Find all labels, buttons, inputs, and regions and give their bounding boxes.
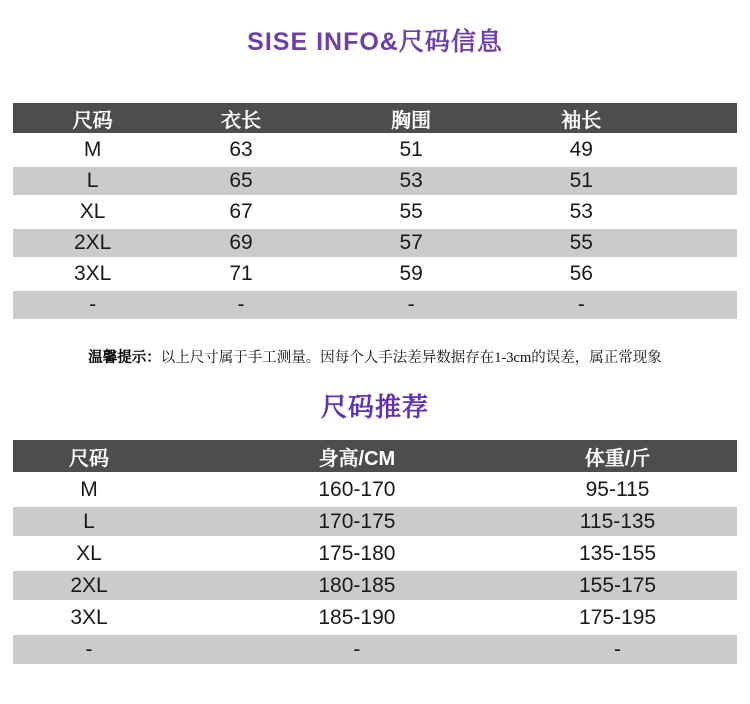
- table-cell: M: [13, 136, 172, 164]
- size-recommend-table-wrap: [13, 437, 737, 667]
- table-cell: 135-155: [549, 539, 687, 568]
- table-cell: 57: [310, 229, 513, 257]
- table-row: [13, 167, 737, 195]
- column-header: 胸围: [310, 103, 513, 133]
- column-header: 尺码: [13, 440, 165, 472]
- size-recommend-title: 尺码推荐: [320, 392, 429, 422]
- table-row: [13, 291, 737, 319]
- table-cell-filler: [650, 167, 737, 195]
- table-row: [13, 260, 737, 288]
- table-cell-filler: [686, 571, 737, 600]
- table-cell: 55: [513, 229, 651, 257]
- table-cell: 51: [310, 136, 513, 164]
- table-cell: XL: [13, 539, 165, 568]
- table-cell: 3XL: [13, 603, 165, 632]
- column-header: 袖长: [513, 103, 651, 133]
- table-cell: 71: [172, 260, 310, 288]
- table-row: [13, 136, 737, 164]
- column-header-filler: [686, 440, 737, 472]
- size-info-table-wrap: [13, 100, 737, 322]
- table-cell: -: [513, 291, 651, 319]
- table-cell: 56: [513, 260, 651, 288]
- table-cell: 2XL: [13, 229, 172, 257]
- table-cell: 175-180: [165, 539, 549, 568]
- table-cell-filler: [686, 475, 737, 504]
- size-recommend-table: [13, 437, 737, 667]
- table-cell: 63: [172, 136, 310, 164]
- table-cell: 65: [172, 167, 310, 195]
- note-label: 温馨提示：: [88, 350, 161, 366]
- table-cell: L: [13, 507, 165, 536]
- table-cell-filler: [686, 603, 737, 632]
- table-cell: 55: [310, 198, 513, 226]
- table-cell: -: [549, 635, 687, 664]
- header-row: [13, 440, 737, 472]
- table-row: [13, 603, 737, 632]
- table-cell: L: [13, 167, 172, 195]
- column-header: 身高/CM: [165, 440, 549, 472]
- table-cell: 155-175: [549, 571, 687, 600]
- column-header-filler: [650, 103, 737, 133]
- table-cell: 53: [513, 198, 651, 226]
- table-cell: -: [172, 291, 310, 319]
- table-cell: 69: [172, 229, 310, 257]
- table-cell: 180-185: [165, 571, 549, 600]
- table-cell-filler: [686, 539, 737, 568]
- table-cell: 185-190: [165, 603, 549, 632]
- table-cell-filler: [650, 260, 737, 288]
- table-cell: 3XL: [13, 260, 172, 288]
- table-cell-filler: [650, 229, 737, 257]
- table-cell: 115-135: [549, 507, 687, 536]
- table-cell: 2XL: [13, 571, 165, 600]
- table-cell: 53: [310, 167, 513, 195]
- table-row: [13, 635, 737, 664]
- table-cell: 175-195: [549, 603, 687, 632]
- table-row: [13, 539, 737, 568]
- note-text: 以上尺寸属于手工测量。因每个人手法差异数据存在1-3cm的误差，属正常现象: [160, 350, 662, 366]
- table-cell: -: [13, 291, 172, 319]
- table-cell-filler: [650, 136, 737, 164]
- table-cell: 170-175: [165, 507, 549, 536]
- size-info-table: [13, 100, 737, 322]
- table-row: [13, 229, 737, 257]
- column-header: 衣长: [172, 103, 310, 133]
- table-row: [13, 571, 737, 600]
- table-cell: XL: [13, 198, 172, 226]
- table-cell: M: [13, 475, 165, 504]
- table-row: [13, 475, 737, 504]
- column-header: 体重/斤: [549, 440, 687, 472]
- table-cell: -: [310, 291, 513, 319]
- table-cell: 51: [513, 167, 651, 195]
- table-cell: -: [13, 635, 165, 664]
- table-cell: -: [165, 635, 549, 664]
- table-cell: 160-170: [165, 475, 549, 504]
- measurement-note: [0, 348, 750, 368]
- table-row: [13, 507, 737, 536]
- table-cell: 49: [513, 136, 651, 164]
- table-cell: 59: [310, 260, 513, 288]
- table-cell-filler: [650, 291, 737, 319]
- table-cell-filler: [686, 635, 737, 664]
- table-cell-filler: [650, 198, 737, 226]
- table-cell-filler: [686, 507, 737, 536]
- size-info-title: SISE INFO&尺码信息: [247, 28, 503, 56]
- table-cell: 95-115: [549, 475, 687, 504]
- table-row: [13, 198, 737, 226]
- header-row: [13, 103, 737, 133]
- table-cell: 67: [172, 198, 310, 226]
- column-header: 尺码: [13, 103, 172, 133]
